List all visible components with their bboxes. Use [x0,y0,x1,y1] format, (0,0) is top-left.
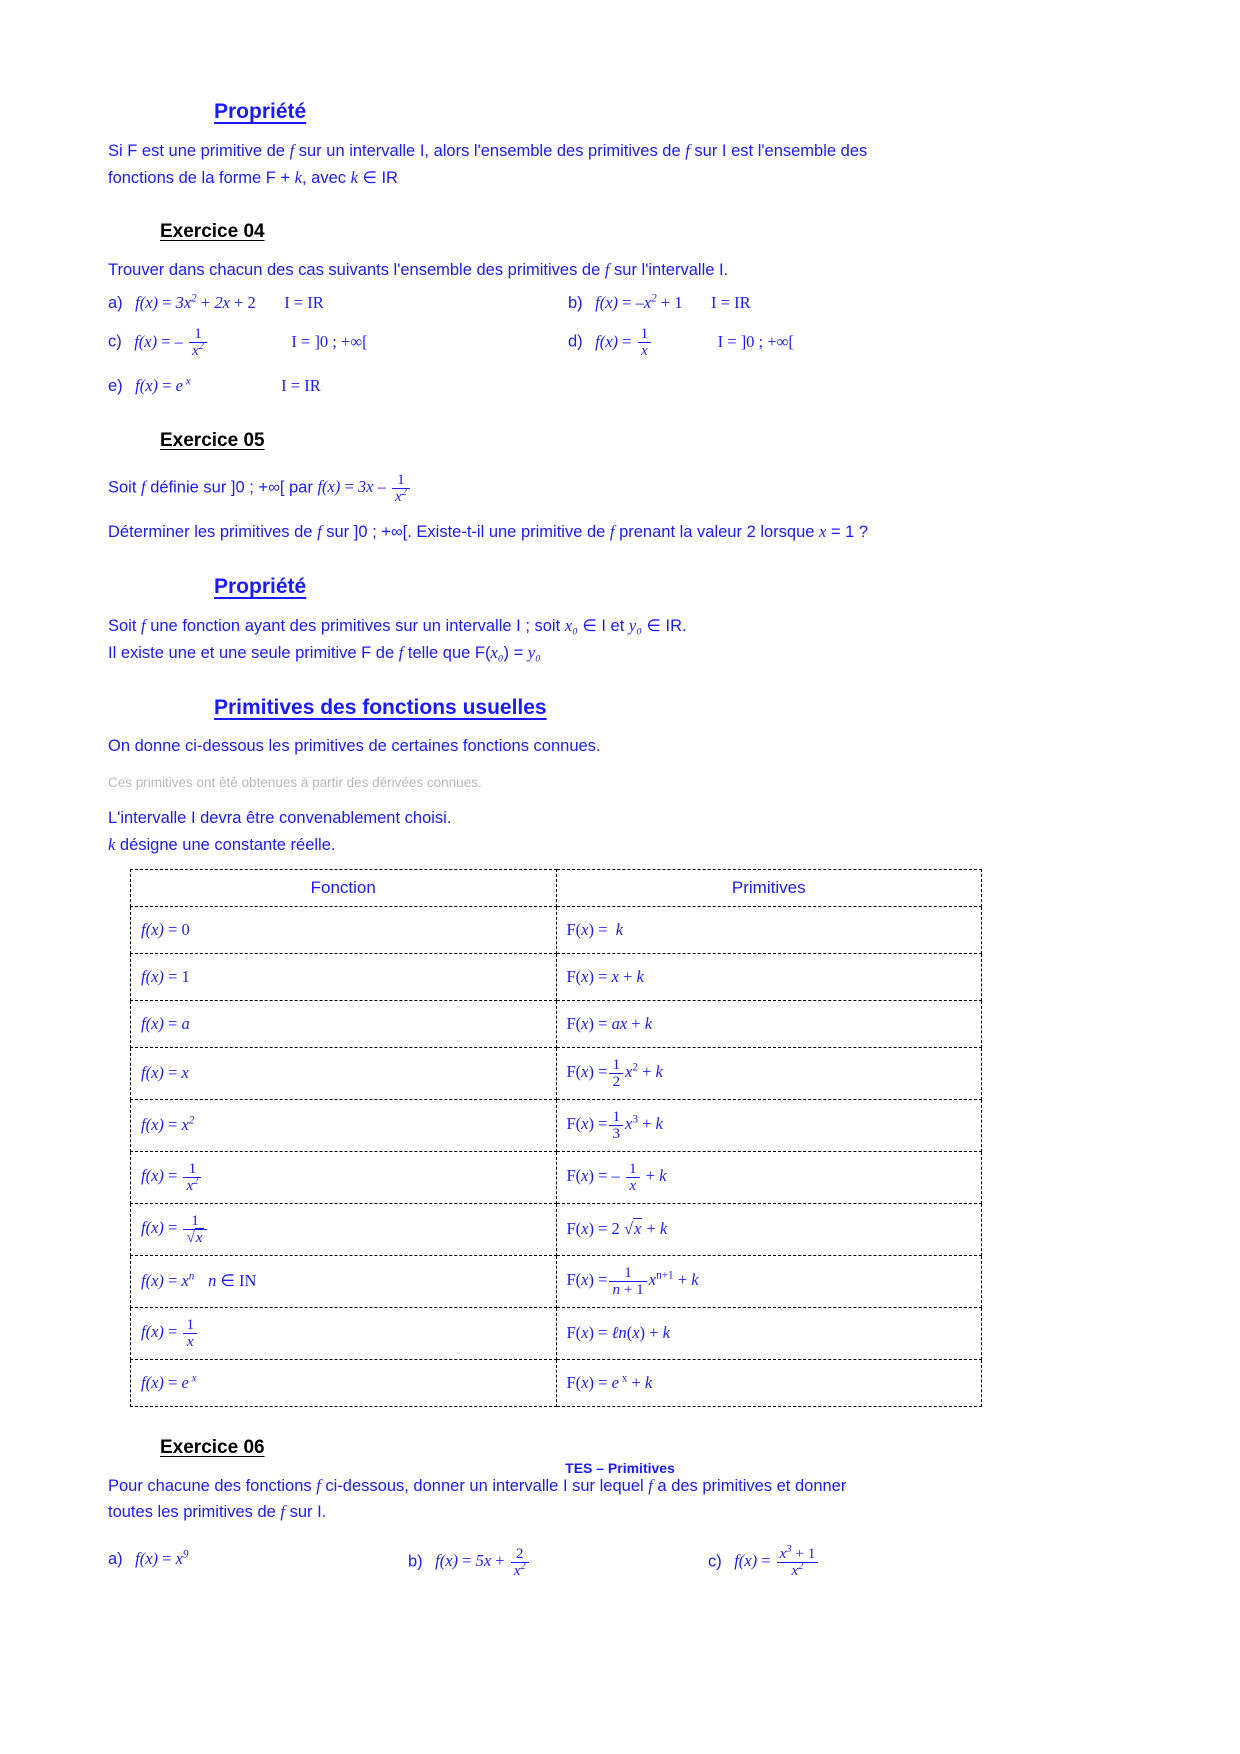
exercise-04-item-b-interval: I = IR [711,292,751,312]
cell-fonction: f(x) = 0 [131,906,557,953]
property-2-line1-c: ∈ I et [577,617,629,636]
exercise-06-intro-f1: f [316,1475,321,1495]
exercise-05-heading: Exercice 05 [160,429,265,451]
cell-fonction: f(x) = a [131,1000,557,1047]
property-1-line1-part-c: sur I est l'ensemble des [689,142,868,160]
usuelles-intro-faint: Ces primitives ont été obtenues à partir des dérivées connues. [108,775,482,791]
exercise-06-intro-a: Pour chacune des fonctions [108,1476,317,1495]
usuelles-heading-row [108,696,1008,720]
exercise-05-line2 [108,519,1008,546]
property-2-line1 [108,613,1008,640]
table-row [131,1307,982,1359]
exercise-04-item-d-interval: I = ]0 ; +∞[ [717,331,794,351]
cell-primitive: F(x) = k [556,906,982,953]
column-header-primitives: Primitives [556,869,982,906]
property-2-line1-b: une fonction ayant des primitives sur un intervalle I ; soit [145,617,565,636]
exercise-05-line1-b: définie sur ]0 ; +∞[ par [145,478,318,497]
exercise-04-item-c [108,326,568,359]
property-1-line1-part-b: sur un intervalle I, alors l'ensemble des primitives de [294,142,686,160]
exercise-05-line2-c: prenant la valeur 2 lorsque [614,522,820,541]
exercise-04-item-d-label: d) [568,332,583,351]
exercise-04-item-a [108,290,568,317]
usuelles-intro-3 [108,832,1008,859]
property-2-line1-d: ∈ IR. [641,617,687,636]
exercise-04-item-b [568,290,1008,317]
exercise-05-line1-f: f [141,477,146,497]
exercise-04-item-e-interval: I = IR [281,376,321,396]
exercise-04-row-e [108,373,1008,400]
exercise-06-heading: Exercice 06 [160,1436,265,1458]
exercise-04-item-d [568,326,1008,359]
property-1-statement-line2 [108,165,1008,192]
exercise-05-line2-b: sur ]0 ; +∞[. Existe-t-il une primitive de [321,522,610,541]
exercise-04-item-a-interval: I = IR [284,292,324,312]
exercise-05-line1-formula: f(x) = 3x – $\frac{1}{x^2}$ [317,477,411,496]
exercise-06-intro-f3: f [280,1502,285,1522]
exercise-06-item-a-formula: $f(x) = x^9$ [135,1548,189,1568]
exercise-05-line2-f1: f [317,521,322,541]
property-1-f-2: f [685,141,690,160]
property-2-line2-f: f [398,642,404,662]
exercise-05-line2-x: x [819,521,827,541]
property-2-line1-f: f [141,616,146,636]
cell-fonction: $f(x) = x^n$ n ∈ IN [131,1255,557,1307]
property-2-y0-1: y₀ [628,616,642,636]
table-row [131,1151,982,1203]
exercise-04-item-c-interval: I = ]0 ; +∞[ [291,331,368,351]
table-row [131,1099,982,1151]
cell-fonction: $f(x) = x^2$ [131,1099,557,1151]
property-2-line2 [108,640,1008,667]
primitives-table [130,869,982,1407]
exercise-04-item-c-label: c) [108,332,122,351]
exercise-05-heading-row [108,430,1008,452]
exercise-06-intro-f2: f [648,1475,653,1495]
property-2-heading: Propriété [214,575,307,599]
cell-primitive: F(x) = ℓn(x) + k [556,1307,982,1359]
exercise-06-item-a-label: a) [108,1549,123,1568]
exercise-04-intro-b: sur l'intervalle I. [609,261,729,280]
exercise-06-items-row [108,1543,1008,1579]
property-1-f-1: f [289,141,295,160]
exercise-06-intro-d: toutes les primitives de [108,1503,281,1522]
exercise-06-item-c-formula: f(x) = $\frac{x^3 + 1}{x^2}$ [734,1551,820,1570]
property-2-x0-2: x₀ [490,642,504,662]
usuelles-intro-2: L'intervalle I devra être convenablement choisi. [108,809,452,828]
exercise-06-item-c [708,1543,1008,1579]
property-1-statement [108,138,1008,165]
property-1-heading: Propriété [214,100,307,123]
property-1-k-2: k [350,167,358,187]
cell-primitive: F(x) = $\frac{1}{2}$ $x^2 + k$ [556,1047,982,1099]
exercise-04-intro-a: Trouver dans chacun des cas suivants l'ensemble des primitives de [108,261,605,280]
exercise-04-heading: Exercice 04 [160,221,265,243]
exercise-04-row-cd [108,326,1008,359]
exercise-06-intro-c: a des primitives et donner [652,1476,847,1495]
property-2-line1-a: Soit [108,617,142,636]
exercise-06-intro-b: ci-dessous, donner un intervalle I sur lequel [320,1476,649,1495]
cell-primitive: F(x) = 2 √x + k [556,1203,982,1255]
property-1-line1-part-a: Si F est une primitive de [108,142,290,160]
table-row [131,1203,982,1255]
table-row [131,953,982,1000]
exercise-04-intro [108,257,1008,284]
exercise-06-item-b [408,1546,708,1579]
table-row [131,906,982,953]
cell-primitive: F(x) = $\frac{1}{3}$ $x^3 + k$ [556,1099,982,1151]
cell-fonction: f(x) = $\frac{1}{x^2}$ [131,1151,557,1203]
usuelles-intro-1: On donne ci-dessous les primitives de certaines fonctions connues. [108,737,601,756]
property-1-line2-part-b: , avec [301,168,351,187]
property-1-line2-part-a: fonctions de la forme F + [108,168,295,187]
exercise-04-item-c-formula: f(x) = – $\frac{1}{x^2}$ [134,332,209,351]
exercise-04-row-ab [108,290,1008,317]
table-row [131,1255,982,1307]
exercise-05-line2-a: Déterminer les primitives de [108,522,318,541]
page-content [108,100,1008,1579]
property-2-line2-c: ) = [503,643,528,662]
cell-primitive: F(x) = e $^x$ + k [556,1359,982,1406]
cell-primitive: F(x) = ax + k [556,1000,982,1047]
exercise-04-item-d-formula: f(x) = $\frac{1}{x}$ [595,332,653,351]
property-1-k-1: k [294,167,302,187]
exercise-06-intro-line1 [108,1473,1008,1500]
exercise-06-intro-e: sur I. [285,1503,327,1522]
exercise-04-item-e [108,373,568,400]
exercise-04-intro-f: f [604,260,610,280]
cell-fonction: f(x) = $\frac{1}{√x}$ [131,1203,557,1255]
usuelles-intro-3-rest: désigne une constante réelle. [115,835,336,854]
cell-fonction: f(x) = x [131,1047,557,1099]
exercise-06-item-b-label: b) [408,1551,423,1570]
exercise-05-line1-a: Soit [108,478,142,497]
property-1-heading-row [108,100,1008,124]
page-footer: TES – Primitives [565,1460,675,1476]
property-2-y0-2: y₀ [527,642,541,662]
exercise-04-item-b-label: b) [568,293,583,312]
table-header-row [131,869,982,906]
cell-fonction: f(x) = e $^x$ [131,1359,557,1406]
property-2-heading-row [108,575,1008,599]
property-2-line2-b: telle que F( [403,643,491,662]
exercise-06-item-c-label: c) [708,1551,722,1570]
exercise-06-intro-line2 [108,1499,1008,1526]
usuelles-intro-3-k: k [108,834,116,854]
exercise-05-line2-f2: f [609,521,615,541]
exercise-04-item-a-label: a) [108,293,123,312]
table-row [131,1047,982,1099]
property-2-x0-1: x₀ [564,616,578,636]
table-row [131,1000,982,1047]
cell-primitive: F(x) = $\frac{1}{n + 1}$ $x^{n+1} + k$ [556,1255,982,1307]
table-row [131,1359,982,1406]
exercise-04-item-b-formula: $f(x) = -x^2 + 1$ [595,292,683,312]
exercise-06-item-b-formula: f(x) = 5x + $\frac{2}{x^2}$ [435,1551,531,1570]
exercise-06-item-a [108,1546,408,1579]
exercise-05-line1 [108,472,1008,505]
cell-primitive: F(x) = – $\frac{1}{x}$ + k [556,1151,982,1203]
exercise-04-heading-row [108,221,1008,243]
exercise-04-item-a-formula: $f(x) = 3x^2 + 2x + 2$ [135,292,256,312]
usuelles-heading: Primitives des fonctions usuelles [214,696,547,720]
exercise-04-item-e-formula: f(x) = e $^x$ [135,375,191,396]
column-header-fonction: Fonction [131,869,557,906]
cell-fonction: f(x) = 1 [131,953,557,1000]
property-2-line2-a: Il existe une et une seule primitive F de [108,643,399,662]
exercise-05-line2-d: = 1 ? [826,522,869,541]
cell-primitive: F(x) = x + k [556,953,982,1000]
exercise-06-heading-row [108,1437,1008,1459]
cell-fonction: f(x) = $\frac{1}{x}$ [131,1307,557,1359]
exercise-04-item-e-label: e) [108,377,123,396]
property-1-line2-part-c: ∈ IR [357,168,398,187]
